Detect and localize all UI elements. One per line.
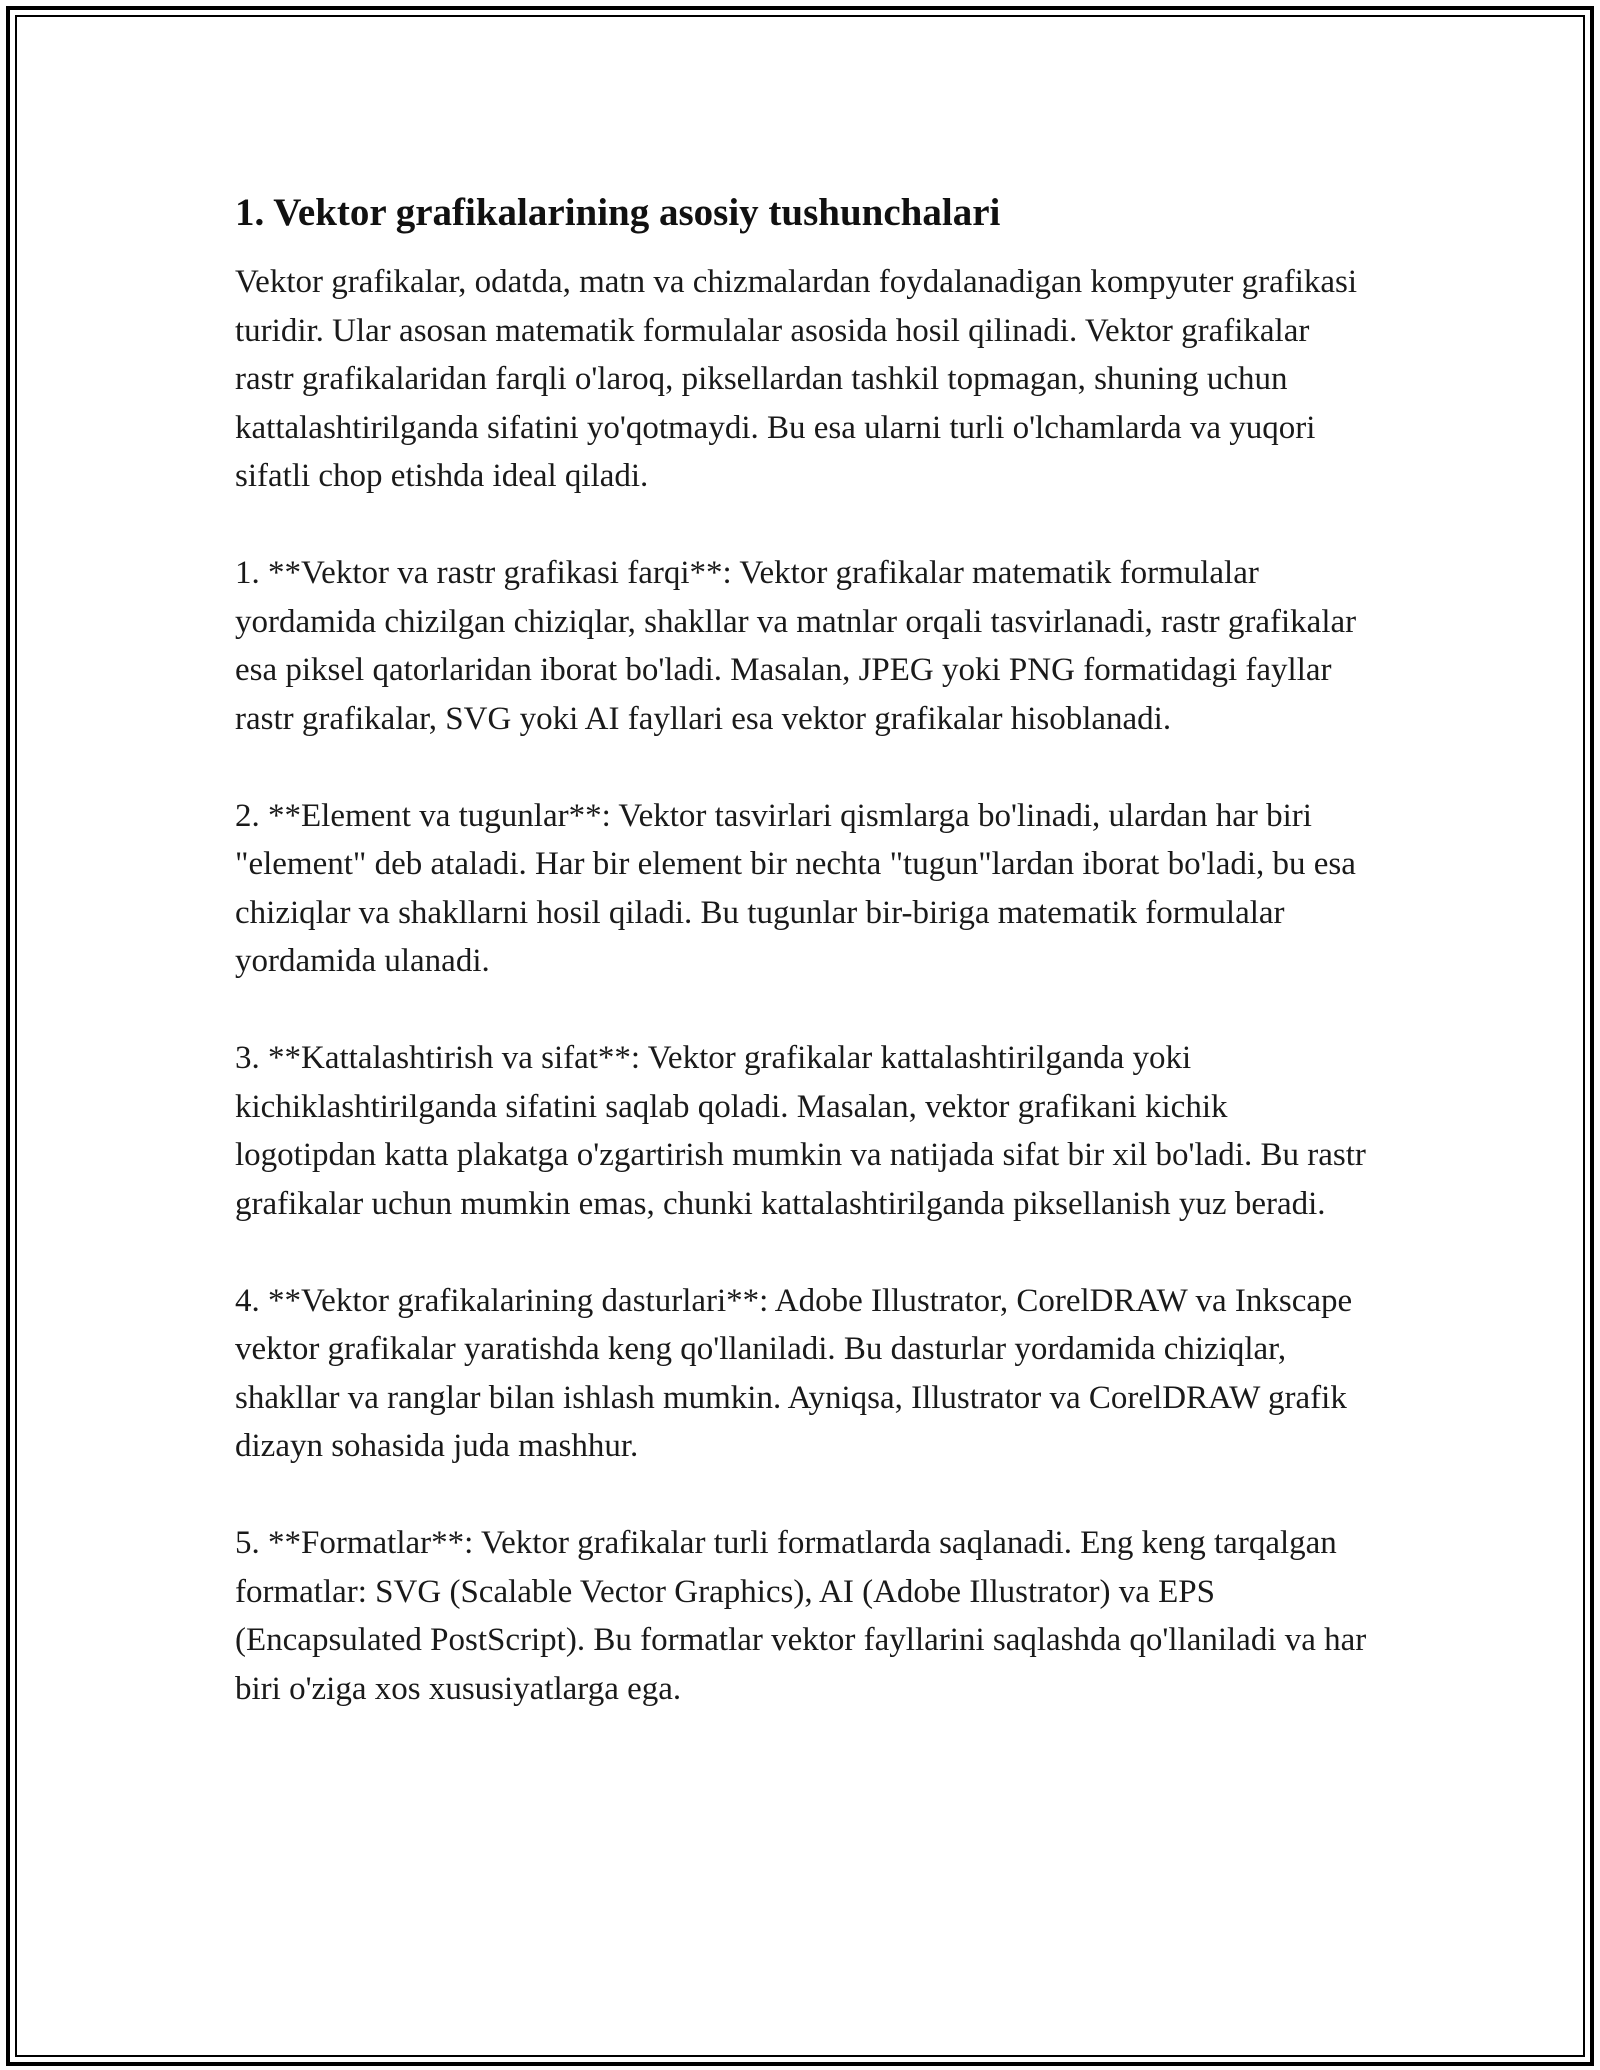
- list-item-elements-and-nodes: 2. **Element va tugunlar**: Vektor tasvirlari qismlarga bo'linadi, ulardan har biri "element" deb ataladi. Har bir element bir nechta "tugun"lardan iborat bo'ladi, bu esa chiziqlar va shakllarni hosil qiladi. Bu tugunlar bir-biriga matematik formulalar yordamida ulanadi.: [235, 797, 1356, 979]
- document-title: 1. Vektor grafikalarining asosiy tushunchalari: [235, 191, 1001, 234]
- intro-paragraph: Vektor grafikalar, odatda, matn va chizmalardan foydalanadigan kompyuter grafikasi turidir. Ular asosan matematik formulalar asosida hosil qilinadi. Vektor grafikalar rastr grafikalaridan farqli o'laroq, piksellardan tashkil topmagan, shuning uchun kattalashtirilganda sifatini yo'qotmaydi. Bu esa ularni turli o'lchamlarda va yuqori sifatli chop etishda ideal qiladi.: [235, 264, 1358, 494]
- list-item-vector-software: 4. **Vektor grafikalarining dasturlari**: Adobe Illustrator, CorelDRAW va Inkscape vektor grafikalar yaratishda keng qo'llaniladi. Bu dasturlar yordamida chiziqlar, shakllar va ranglar bilan ishlash mumkin. Ayniqsa, Illustrator va CorelDRAW grafik dizayn sohasida juda mashhur.: [235, 1282, 1353, 1464]
- document-body: [235, 186, 1375, 1762]
- list-item-formats: 5. **Formatlar**: Vektor grafikalar turli formatlarda saqlanadi. Eng keng tarqalgan formatlar: SVG (Scalable Vector Graphics), AI (Adobe Illustrator) va EPS (Encapsulated PostScript). Bu formatlar vektor fayllarini saqlashda qo'llaniladi va har biri o'ziga xos xususiyatlarga ega.: [235, 1525, 1367, 1707]
- list-item-raster-vs-vector: 1. **Vektor va rastr grafikasi farqi**: Vektor grafikalar matematik formulalar yordamida chizilgan chiziqlar, shakllar va matnlar orqali tasvirlanadi, rastr grafikalar esa piksel qatorlaridan iborat bo'ladi. Masalan, JPEG yoki PNG formatidagi fayllar rastr grafikalar, SVG yoki AI fayllari esa vektor grafikalar hisoblanadi.: [235, 555, 1357, 737]
- list-item-scaling-and-quality: 3. **Kattalashtirish va sifat**: Vektor grafikalar kattalashtirilganda yoki kichiklashtirilganda sifatini saqlab qoladi. Masalan, vektor grafikani kichik logotipdan katta plakatga o'zgartirish mumkin va natijada sifat bir xil bo'ladi. Bu rastr grafikalar uchun mumkin emas, chunki kattalashtirilganda piksellanish yuz beradi.: [235, 1040, 1366, 1222]
